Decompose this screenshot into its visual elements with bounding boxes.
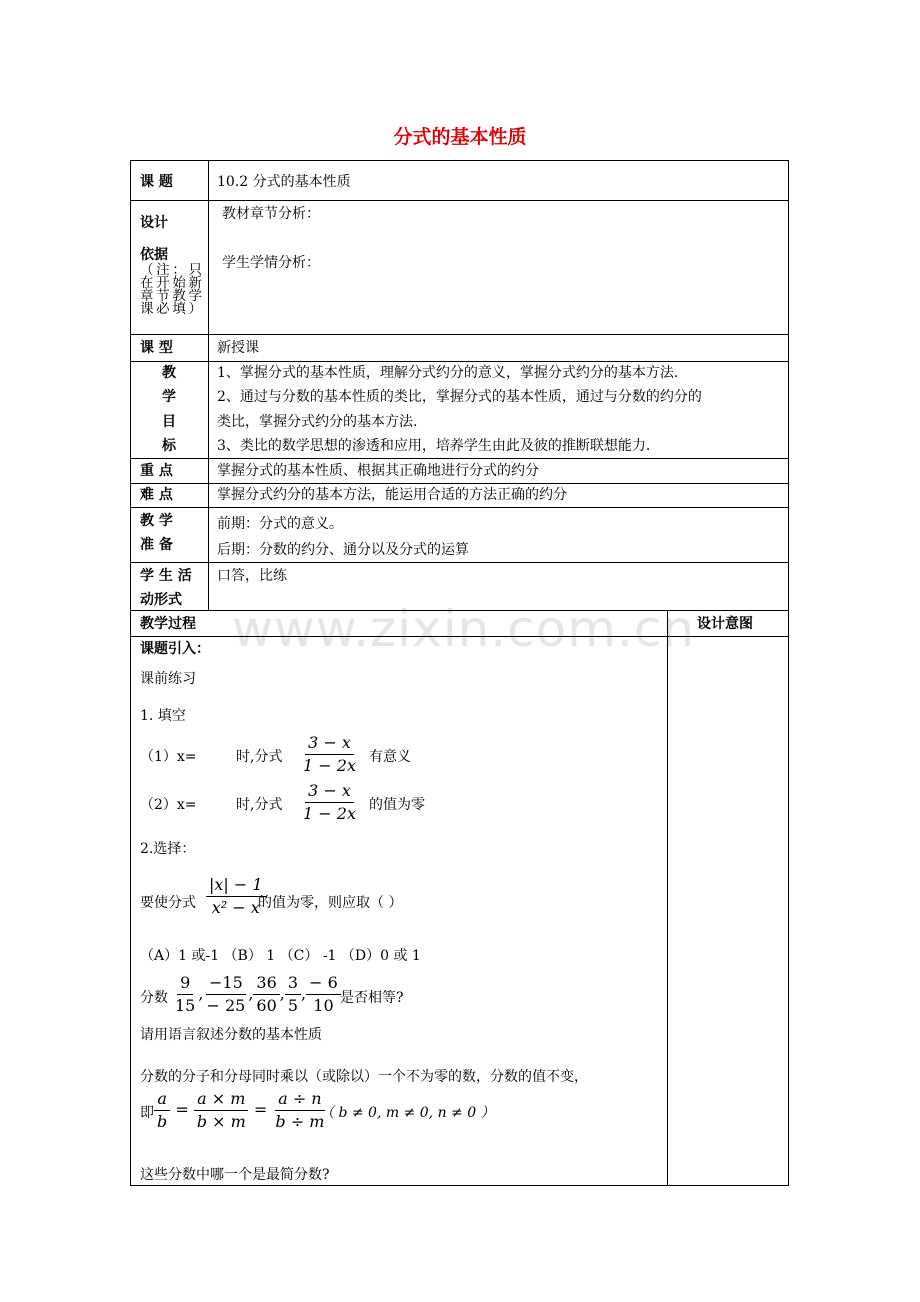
row-divider — [130, 507, 789, 508]
q2-options: （A）1 或-1 （B） 1 （C） -1 （D）0 或 1 — [140, 948, 421, 964]
question-2-title: 2.选择： — [140, 841, 196, 857]
prep-late: 后期：分数的约分、通分以及分式的运算 — [217, 542, 469, 558]
row-divider — [130, 562, 789, 563]
property-equation: $\frac{a}{b}$ = $\frac{a \times m}{b \times m}$ = $\frac{a \div n}{b \div m}$ — [154, 1090, 327, 1131]
q2-fraction — [206, 876, 266, 917]
student-analysis: 学生学情分析： — [222, 255, 320, 271]
q1-1-suffix: 有意义 — [369, 749, 411, 765]
fraction-denominator: b ÷ m — [275, 1112, 325, 1131]
fraction-denominator: x² − x — [211, 898, 260, 917]
q1-1-mid: 时,分式 — [236, 749, 283, 765]
goal-line: 3、类比的数学思想的渗透和应用，培养学生由此及彼的推断联想能力. — [217, 438, 651, 454]
q2-suffix: 的值为零，则应取（ ） — [258, 895, 403, 911]
ji-label: 即 — [140, 1105, 154, 1121]
fraction-denominator: 1 − 2x — [303, 804, 356, 823]
difficulty-value: 掌握分式约分的基本方法，能运用合适的方法正确的约分 — [217, 487, 567, 503]
fraction-denominator: b — [157, 1112, 168, 1131]
q1-1-fraction — [300, 734, 359, 775]
basis-label-2: 依据 — [140, 247, 168, 263]
intro-heading: 课题引入： — [140, 641, 210, 657]
row-divider — [130, 200, 789, 201]
fraction-denominator: 10 — [313, 996, 334, 1015]
fraction-numerator: a × m — [194, 1090, 248, 1111]
difficulty-label: 难 点 — [140, 487, 173, 503]
q1-1-prefix: （1）x= — [140, 749, 197, 765]
fractions-suffix: 是否相等? — [340, 990, 404, 1006]
q1-2-prefix: （2）x= — [140, 797, 197, 813]
row-divider — [130, 610, 789, 611]
topic-label: 课 题 — [140, 174, 173, 190]
fraction-denominator: b × m — [196, 1112, 246, 1131]
fraction-numerator: a ÷ n — [275, 1090, 324, 1111]
row-divider — [130, 636, 789, 637]
fraction-denominator: 1 − 2x — [303, 756, 356, 775]
prep-early: 前期：分式的意义。 — [217, 516, 343, 532]
row-divider — [130, 483, 789, 484]
goal-line: 1、掌握分式的基本性质，理解分式约分的意义，掌握分式约分的基本方法. — [217, 365, 679, 381]
goal-line: 2、通过与分数的基本性质的类比，掌握分式的基本性质，通过与分数的约分的 — [217, 389, 702, 405]
fraction-numerator: 9 — [177, 974, 193, 995]
simplest-fraction-question: 这些分数中哪一个是最简分数? — [140, 1167, 330, 1183]
fraction-denominator: 15 — [175, 996, 196, 1015]
document-title: 分式的基本性质 — [393, 126, 527, 148]
describe-prompt: 请用语言叙述分数的基本性质 — [140, 1027, 322, 1043]
design-intent-header: 设计意图 — [697, 616, 753, 632]
property-statement: 分数的分子和分母同时乘以（或除以）一个不为零的数，分数的值不变， — [140, 1069, 588, 1085]
fraction-numerator: |x| − 1 — [206, 876, 266, 897]
basis-note: （注：只在开始新章节教学课必填） — [140, 262, 202, 317]
topic-value: 10.2 分式的基本性质 — [217, 174, 351, 190]
activity-label-2: 动形式 — [140, 592, 182, 608]
activity-label-1: 学 生 活 — [140, 568, 192, 584]
fraction-numerator: − 6 — [306, 974, 341, 995]
fraction-denominator: − 25 — [206, 996, 246, 1015]
fraction-numerator: 3 — [285, 974, 301, 995]
goal-line: 类比，掌握分式约分的基本方法. — [217, 414, 418, 430]
goal-label-char: 学 — [162, 389, 176, 405]
goal-label-char: 标 — [162, 438, 176, 454]
row-divider — [130, 334, 789, 335]
activity-value: 口答，比练 — [217, 568, 287, 584]
question-1-title: 1. 填空 — [140, 708, 186, 724]
key-label: 重 点 — [140, 463, 173, 479]
equation-condition: （ b ≠ 0, m ≠ 0, n ≠ 0 ） — [320, 1105, 495, 1121]
fraction-numerator: 3 − x — [305, 782, 354, 803]
q1-2-mid: 时,分式 — [236, 797, 283, 813]
goal-label-char: 目 — [162, 414, 176, 430]
fractions-list: $\frac{9}{15}$ , $\frac{-15}{- 25}$ , $\frac{36}{60}$ , $\frac{3}{5}$ , $\frac{- 6}{10}$ — [172, 974, 341, 1015]
column-divider — [667, 610, 668, 1186]
basis-label-1: 设计 — [140, 215, 168, 231]
practice-heading: 课前练习 — [140, 671, 196, 687]
q2-prefix: 要使分式 — [140, 895, 196, 911]
fraction-numerator: a — [154, 1090, 170, 1111]
fraction-numerator: 36 — [253, 974, 279, 995]
fractions-prefix: 分数 — [140, 990, 168, 1006]
prep-label-1: 教 学 — [140, 513, 173, 529]
goal-label-char: 教 — [162, 365, 176, 381]
type-label: 课 型 — [140, 340, 173, 356]
process-header: 教学过程 — [140, 616, 196, 632]
type-value: 新授课 — [217, 340, 259, 356]
fraction-numerator: 3 − x — [305, 734, 354, 755]
fraction-denominator: 60 — [256, 996, 277, 1015]
q1-2-fraction — [300, 782, 359, 823]
row-divider — [130, 361, 789, 362]
fraction-numerator: −15 — [206, 974, 246, 995]
watermark: www.zixin.com.cn — [232, 600, 696, 658]
key-value: 掌握分式的基本性质、根据其正确地进行分式的约分 — [217, 463, 539, 479]
row-divider — [130, 458, 789, 459]
fraction-denominator: 5 — [287, 996, 299, 1015]
textbook-analysis: 教材章节分析： — [222, 206, 320, 222]
prep-label-2: 准 备 — [140, 537, 173, 553]
column-divider — [208, 160, 209, 610]
q1-2-suffix: 的值为零 — [369, 797, 425, 813]
